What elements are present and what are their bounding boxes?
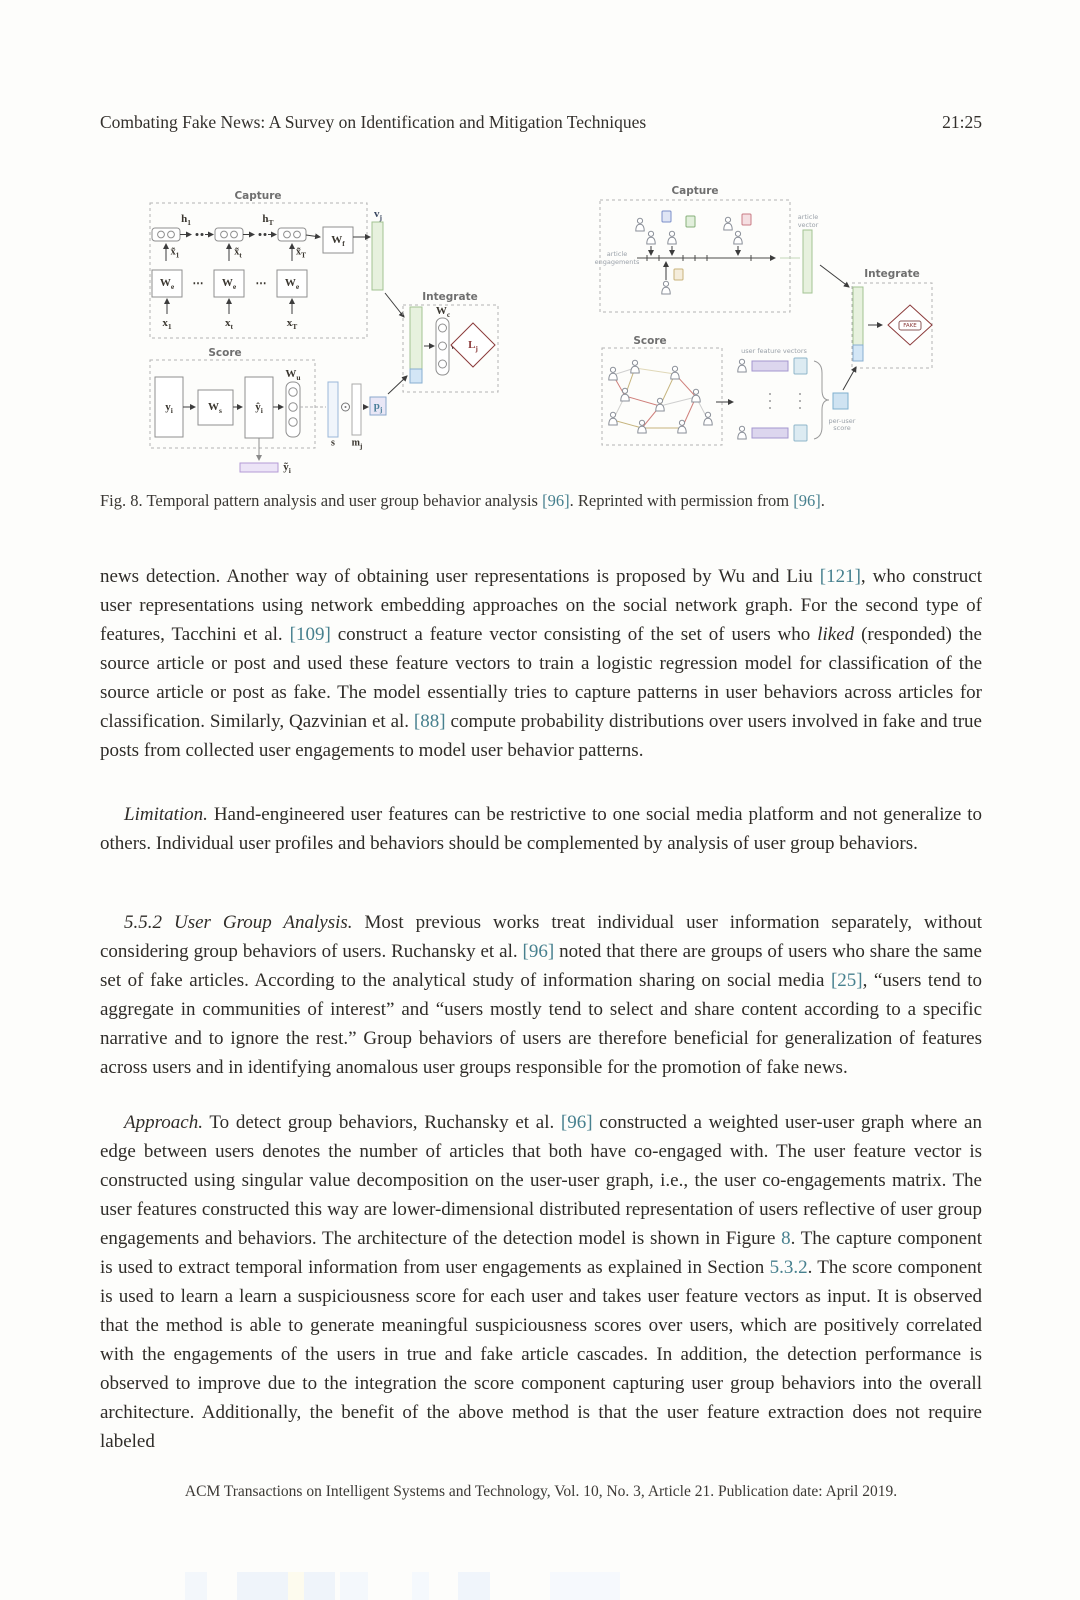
label-ytilde: ỹ$_i$	[283, 461, 291, 476]
citation-link[interactable]: [96]	[560, 1112, 593, 1133]
label-xtilde1: $x̃_1$	[170, 246, 180, 260]
right-score-label: Score	[633, 335, 667, 347]
citation-link[interactable]: [96]	[542, 491, 570, 510]
text-segment: compute probability distributions over users involved in fake and true posts from collected user engagements to model user behavior patterns.	[100, 711, 982, 761]
text-segment: , who construct user representations using network embedding approaches on the social network graph. For the second type of features, Tacchini et al.	[100, 566, 982, 645]
text-segment: Most previous works treat individual user information separately, without considering group behaviors of users. Ruchansky et al.	[100, 912, 982, 962]
text-segment: Fig. 8. Temporal pattern analysis and user group behavior analysis	[100, 491, 543, 510]
left-capture-label: Capture	[234, 190, 282, 202]
citation-link[interactable]: [96]	[793, 491, 821, 510]
paragraph-approach	[100, 1108, 982, 1456]
label-Wf: $W_f$	[331, 234, 345, 249]
label-Lj: $L_j$	[468, 339, 478, 354]
text-segment: , “users tend to aggregate in communities of interest” and “users mostly tend to select and share content according to a specific narrative and to ignore the rest.” Group behaviors of users are therefore beneficial for generalization of features across users and in identifying anomalous user groups responsible for the promotion of fake news.	[100, 970, 982, 1078]
label-Wc: $W_c$	[435, 305, 451, 320]
paragraph-limitation	[100, 800, 982, 858]
right-integrate-box	[852, 283, 932, 368]
citation-link[interactable]: 8	[781, 1228, 791, 1249]
label-xtildet: $x̃_t$	[234, 246, 242, 260]
label-yhat: $ŷ_i$	[255, 401, 263, 416]
text-segment: Hand-engineered user features can be restrictive to one social media platform and not generalize to others. Individual user profiles and behaviors should be complemented by analysis of user group behaviors.	[100, 804, 982, 854]
paragraph-section-5-5-2	[100, 908, 982, 1082]
right-score-box	[602, 348, 733, 445]
text-segment: .	[820, 491, 825, 510]
citation-link[interactable]: [109]	[289, 624, 331, 645]
fake-label: FAKE	[903, 323, 917, 329]
right-integrate-label: Integrate	[864, 268, 920, 280]
ellipsis-1: ⋯	[192, 277, 204, 290]
text-segment: . The score component is used to learn a learn a suspiciousness score for each user and takes user feature vectors as input. It is observed that the method is able to generate meaningful suspiciousness scores over users, which are positively correlated with the engagements of the users in true and fake article cascades. In addition, the detection performance is observed to improve due to the integration the score component capturing user group behaviors into the overall architecture. Additionally, the benefit of the above method is that the user feature extraction does not require labeled	[100, 1257, 982, 1452]
label-h1: $h_1$	[181, 213, 191, 228]
label-xtildeT: $x̃_T$	[295, 246, 307, 260]
timeline-label-line2: engagements	[594, 258, 640, 266]
text-segment: (responded) the source article or post and used these feature vectors to train a logistic regression model for classification of the source article or post as fake. The model essentially tries to capture patterns in user behaviors across articles for classification. Similarly, Qazvinian et al.	[100, 624, 982, 732]
vector-label-line2: vector	[797, 221, 819, 229]
label-We-2: $W_e$	[221, 277, 237, 292]
left-score-box	[150, 360, 407, 476]
label-vj: $v_j$	[374, 208, 382, 223]
text-segment: liked	[817, 624, 855, 645]
score-small-line2: score	[833, 424, 851, 432]
running-header	[100, 112, 982, 133]
left-integrate-box	[403, 305, 498, 392]
text-segment: 5.5.2 User Group Analysis.	[124, 912, 353, 933]
score-small-line1: per-user	[828, 417, 856, 425]
citation-link[interactable]: [25]	[830, 970, 863, 991]
label-hT: $h_T$	[262, 213, 274, 228]
paragraph	[100, 562, 982, 765]
label-x1: $x_1$	[162, 317, 172, 332]
figure-caption	[100, 490, 982, 512]
figure-8	[130, 175, 1000, 477]
label-We-3: $W_e$	[284, 277, 300, 292]
text-segment: construct a feature vector consisting of the set of users who	[330, 624, 818, 645]
vector-label-line1: article	[797, 213, 819, 221]
ellipsis-2: ⋯	[255, 277, 267, 290]
label-xt: $x_t$	[225, 317, 233, 332]
paper-title: Combating Fake News: A Survey on Identification and Mitigation Techniques	[100, 112, 647, 132]
label-s: s	[331, 437, 335, 449]
label-We-1: $W_e$	[159, 277, 175, 292]
timeline-label-line1: article	[606, 250, 628, 258]
page-number: 21:25	[942, 112, 982, 132]
text-segment: constructed a weighted user-user graph where an edge between users denotes the number of articles that both have co-engaged with. The user feature vector is constructed using singular value decomposition on the user-user graph, i.e., the user co-engagements matrix. The user features constructed this way are lower-dimensional distributed representation of users reflective of user group engagements and behaviors. The architecture of the detection model is shown in Figure	[100, 1112, 982, 1249]
label-xT: $x_T$	[286, 317, 298, 332]
citation-link[interactable]: [121]	[819, 566, 861, 587]
citation-link[interactable]: [88]	[413, 711, 446, 732]
text-segment: . Reprinted with permission from	[569, 491, 794, 510]
label-pj: $p_j$	[373, 400, 383, 415]
label-yi: $y_i$	[165, 401, 173, 416]
text-segment: news detection. Another way of obtaining user representations is proposed by Wu and Liu	[100, 566, 820, 587]
journal-footer	[100, 1483, 982, 1501]
left-integrate-label: Integrate	[422, 291, 478, 303]
text-segment: Limitation.	[124, 804, 208, 825]
label-mj: $m_j$	[351, 437, 363, 451]
text-segment: Approach.	[124, 1112, 203, 1133]
left-score-label: Score	[208, 347, 242, 359]
features-label: user feature vectors	[741, 347, 807, 355]
right-capture-label: Capture	[671, 185, 719, 197]
text-segment: noted that there are groups of users who share the same set of fake articles. According to the analytical study of information sharing on social media	[100, 941, 982, 991]
text-segment: . The capture component is used to extract temporal information from user engagements as explained in Section	[100, 1228, 982, 1278]
text-segment: To detect group behaviors, Ruchansky et al.	[202, 1112, 561, 1133]
footer-text: ACM Transactions on Intelligent Systems and Technology, Vol. 10, No. 3, Article 21. Publication date: April 2019.	[184, 1483, 898, 1500]
citation-link[interactable]: 5.3.2	[769, 1257, 808, 1278]
label-Ws: $W_s$	[208, 401, 222, 416]
figure-8-canvas	[130, 175, 1000, 477]
citation-link[interactable]: [96]	[522, 941, 555, 962]
label-Wu: $W_u$	[285, 368, 301, 383]
